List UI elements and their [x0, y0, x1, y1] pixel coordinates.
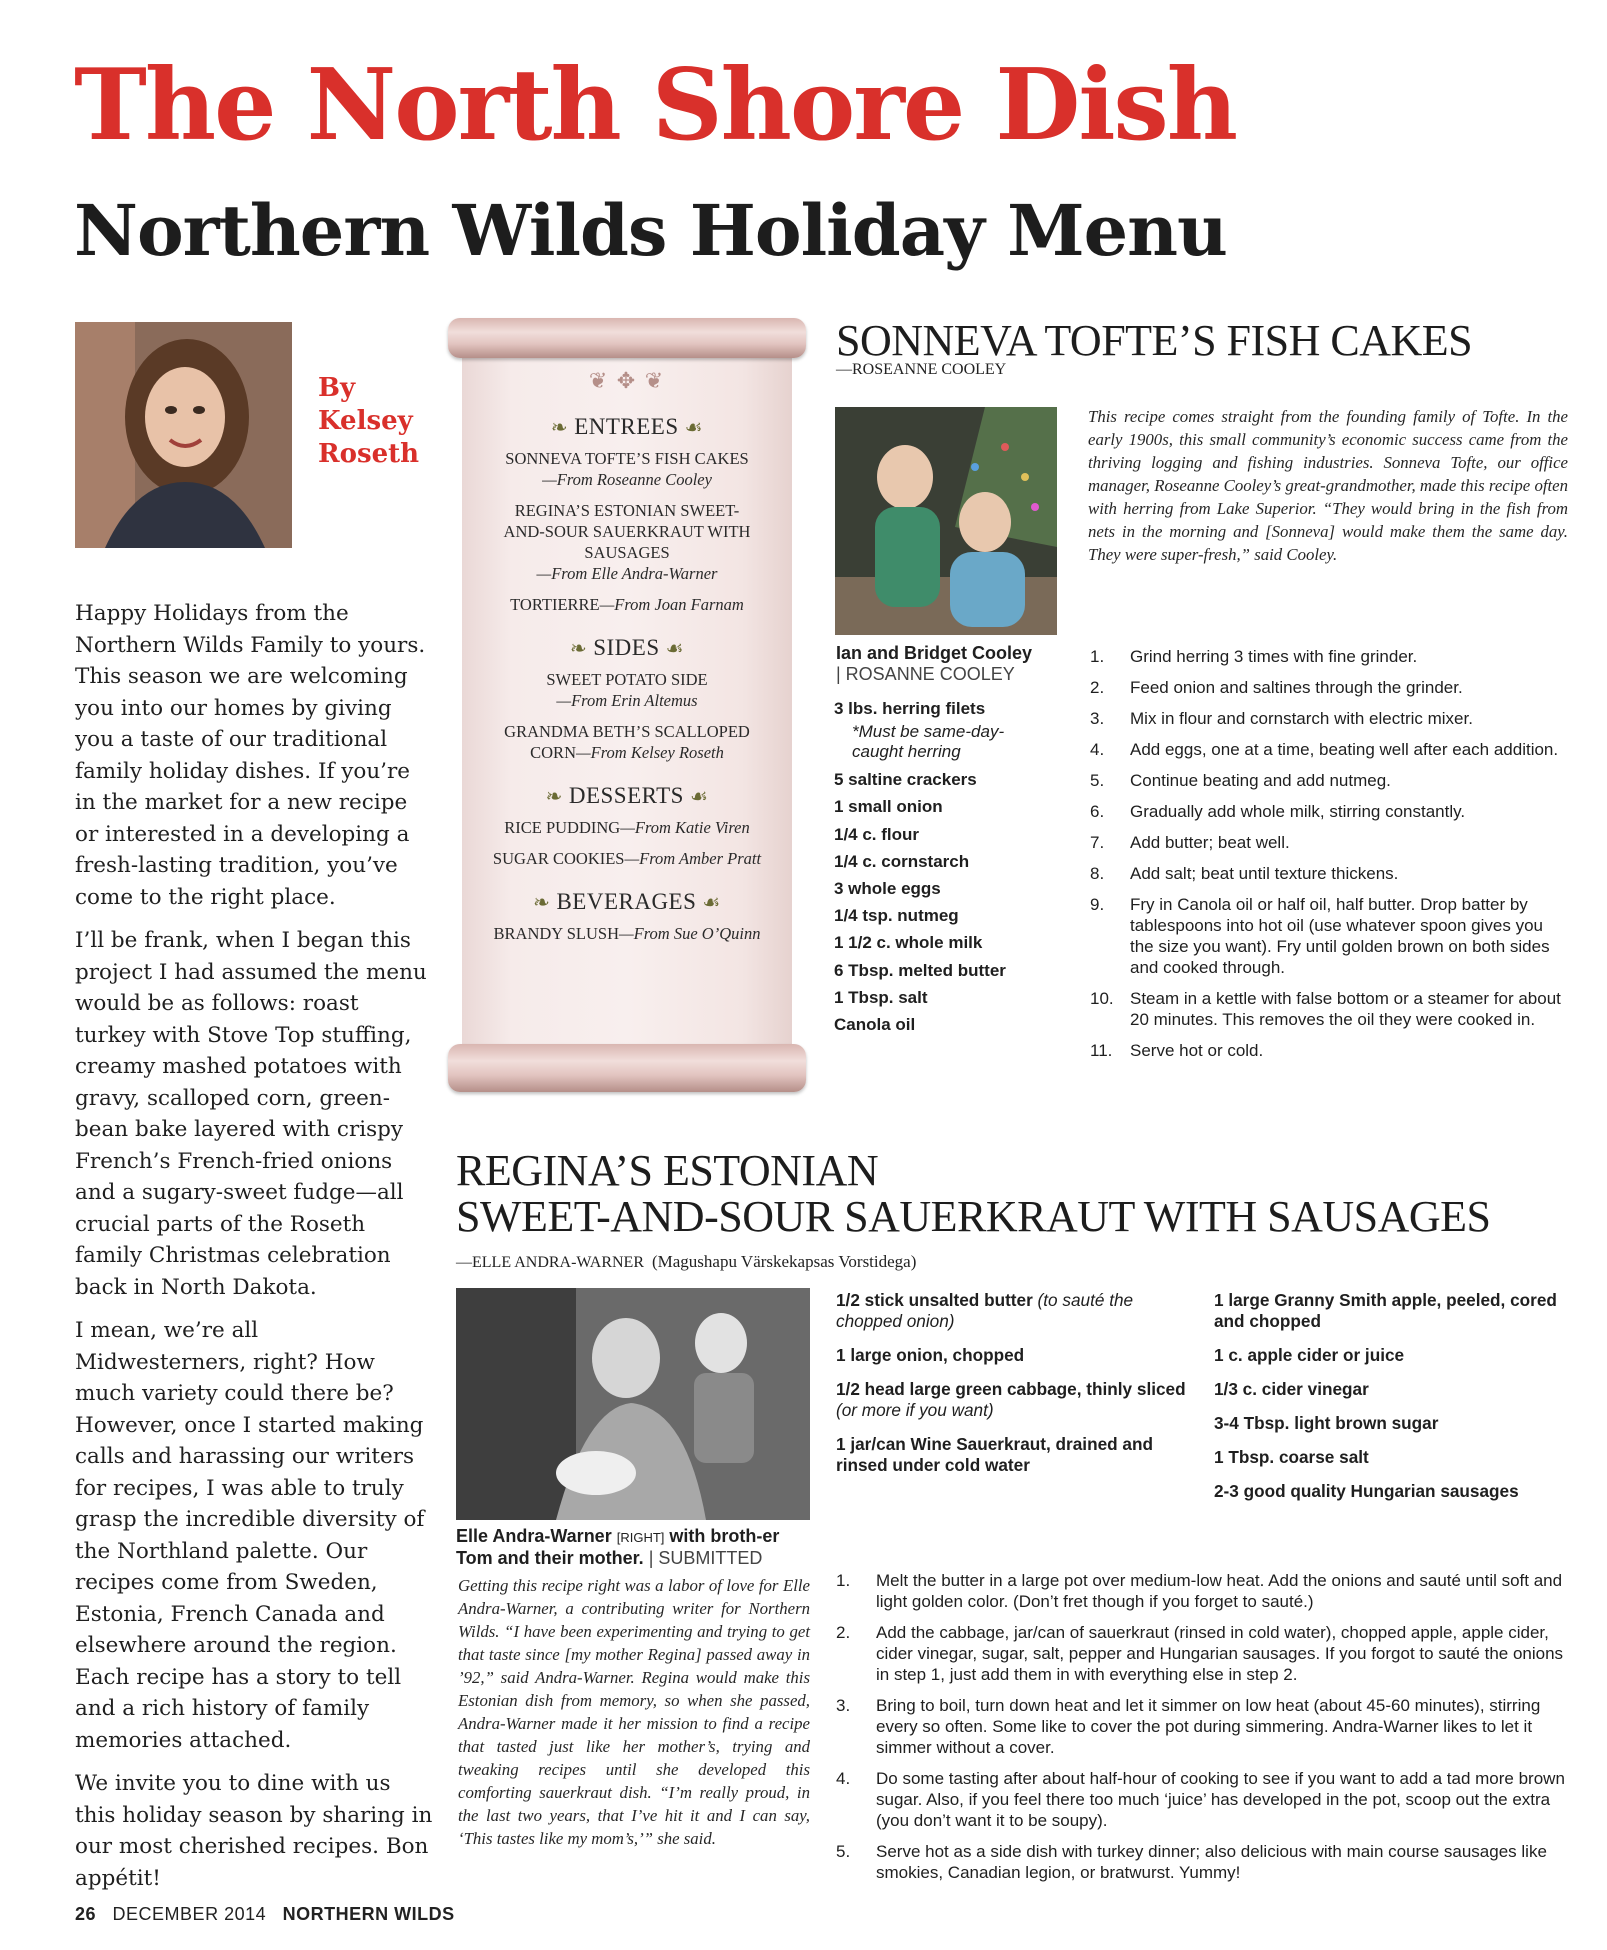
family-photo-caption — [456, 1526, 810, 1569]
step-text: Add butter; beat well. — [1130, 833, 1290, 852]
step-number: 3. — [1090, 709, 1105, 728]
ingredient: 1/4 tsp. nutmeg — [834, 906, 959, 926]
menu-item — [462, 500, 792, 584]
leaf-ornament-icon: ☙ — [689, 786, 709, 808]
step-text: Do some tasting after about half-hour of cooking to see if you want to add a tad more brown sugar. Also, if you feel there too much ‘juice’ has developed in the pot, scoop out the extra (you don’t want it to be soupy). — [876, 1769, 1565, 1830]
caption-names: Elle Andra-Warner — [456, 1526, 612, 1546]
step — [1090, 863, 1570, 884]
herring-note: *Must be same-day-caught herring — [852, 722, 1005, 762]
kraut-credit-name: —ELLE ANDRA-WARNER — [456, 1254, 644, 1271]
kraut-story: Getting this recipe right was a labor of love for Elle Andra-Warner, a contributing writer for Northern Wilds. “I have been experimenting and trying to get that taste since [my mother Regina] passed away in ’92,” said Andra-Warner. Regina would make this Estonian dish from memory, so when she passed, Andra-Warner made it her mission to find a recipe that tasted just like her mother’s, trying and tweaking recipes until she developed this comforting sauerkraut dish. “I’m really proud, in the last two years, that I’ve hit it and I can say, ‘This tastes like my mom’s,’” she said. — [458, 1576, 810, 1848]
page-number: 26 — [75, 1904, 97, 1924]
menu-item-name: GRANDMA BETH’S SCALLOPED CORN — [504, 722, 750, 762]
step — [1090, 708, 1570, 729]
kraut-ingredients-right — [1214, 1290, 1559, 1515]
menu-item-name: TORTIERRE — [510, 595, 600, 614]
byline-last-name: Roseth — [318, 439, 420, 469]
step-number: 4. — [1090, 740, 1105, 759]
ingredient-main: 1/2 stick unsalted butter — [836, 1290, 1033, 1310]
step-text: Add the cabbage, jar/can of sauerkraut (rinsed in cold water), chopped apple, apple cider, cider vinegar, sugar, salt, pepper and Hungarian sausages. If you forgot to sauté the onions in step 1, just add them in with everything else in step 2. — [876, 1623, 1564, 1684]
holiday-menu-scroll — [448, 318, 806, 1108]
step — [1090, 677, 1570, 698]
step-number: 4. — [836, 1769, 851, 1788]
menu-item — [462, 594, 792, 615]
kraut-title-line1: REGINA’S ESTONIAN — [456, 1146, 879, 1195]
step-text: Feed onion and saltines through the grinder. — [1130, 678, 1463, 697]
scroll-bottom-roll — [448, 1044, 806, 1092]
scroll-top-roll — [448, 318, 806, 358]
ingredient-main: 1 jar/can Wine Sauerkraut, drained and rinsed under cold water — [836, 1434, 1153, 1475]
step — [1090, 646, 1570, 667]
step — [1090, 1040, 1570, 1061]
menu-section-heading — [462, 889, 792, 915]
step — [1090, 988, 1570, 1030]
leaf-ornament-icon: ❧ — [545, 786, 563, 808]
ingredient — [836, 1345, 1196, 1366]
leaf-ornament-icon: ☙ — [665, 638, 685, 660]
kraut-credit — [456, 1252, 916, 1272]
ingredient: 5 saltine crackers — [834, 770, 977, 790]
step-number: 5. — [836, 1842, 851, 1861]
family-photo — [456, 1288, 810, 1520]
masthead-title: The North Shore Dish — [74, 48, 1236, 163]
kids-photo — [835, 407, 1057, 635]
ingredient: 1/3 c. cider vinegar — [1214, 1379, 1369, 1399]
menu-section-title: DESSERTS — [568, 783, 684, 808]
fish-recipe-title: SONNEVA TOFTE’S FISH CAKES — [836, 316, 1473, 365]
page-subtitle: Northern Wilds Holiday Menu — [74, 189, 1227, 272]
kraut-steps — [836, 1570, 1571, 1893]
ingredient — [836, 1379, 1196, 1421]
intro-paragraph: I mean, we’re all Midwesterners, right? How much variety could there be? However, once I started making calls and harassing our writers for recipes, I was able to truly grasp the incredible diversity of the Northland palette. Our recipes come from Sweden, Estonia, French Canada and elsewhere around the region. Each recipe has a story to tell and a rich history of family memories attached. — [75, 1318, 425, 1753]
menu-item — [462, 923, 792, 944]
ingredient-note: (or more if you want) — [836, 1400, 994, 1420]
step — [1090, 894, 1570, 978]
fish-recipe-credit: —ROSEANNE COOLEY — [836, 361, 1007, 378]
fish-steps — [1090, 646, 1570, 1071]
byline — [318, 372, 419, 471]
fish-ingredients — [834, 695, 1074, 1038]
step-text: Steam in a kettle with false bottom or a steamer for about 20 minutes. This removes the oil they were cooked in. — [1130, 989, 1561, 1029]
menu-item-from: —From Amber Pratt — [624, 849, 762, 868]
menu-item-name: RICE PUDDING — [504, 818, 621, 837]
menu-section-heading — [462, 414, 792, 440]
kraut-ingredients-left — [836, 1290, 1196, 1489]
byline-first-name: Kelsey — [318, 406, 413, 436]
menu-item — [462, 721, 792, 763]
step-text: Serve hot or cold. — [1130, 1041, 1264, 1060]
step-number: 1. — [836, 1571, 851, 1590]
step — [836, 1768, 1571, 1831]
menu-section-heading — [462, 635, 792, 661]
step-number: 2. — [1090, 678, 1105, 697]
step-number: 7. — [1090, 833, 1105, 852]
flourish-ornament: ❦ ✥ ❦ — [588, 368, 666, 393]
step-number: 8. — [1090, 864, 1105, 883]
ingredient: 1 1/2 c. whole milk — [834, 933, 983, 953]
ingredient — [836, 1290, 1196, 1332]
menu-item-from: —From Kelsey Roseth — [575, 743, 724, 762]
menu-content — [462, 360, 792, 954]
step — [1090, 801, 1570, 822]
step-number: 5. — [1090, 771, 1105, 790]
step — [836, 1570, 1571, 1612]
ingredient-main: 1/2 head large green cabbage, thinly sliced — [836, 1379, 1186, 1399]
magazine-name: NORTHERN WILDS — [282, 1904, 455, 1924]
menu-item-from: —From Sue O’Quinn — [618, 924, 761, 943]
step-text: Add salt; beat until texture thickens. — [1130, 864, 1399, 883]
kraut-title-line2: SWEET-AND-SOUR SAUERKRAUT WITH SAUSAGES — [456, 1192, 1491, 1241]
menu-item-name: SUGAR COOKIES — [492, 849, 625, 868]
caption-credit: | SUBMITTED — [648, 1548, 763, 1568]
author-photo — [75, 322, 292, 548]
step-number: 1. — [1090, 647, 1105, 666]
leaf-ornament-icon: ☙ — [702, 892, 721, 914]
menu-item-name: REGINA’S ESTONIAN SWEET-AND-SOUR SAUERKRAUT WITH SAUSAGES — [503, 501, 751, 562]
ingredient: 3-4 Tbsp. light brown sugar — [1214, 1413, 1439, 1433]
step — [836, 1695, 1571, 1758]
menu-item — [462, 669, 792, 711]
ingredient: 1 Tbsp. salt — [834, 987, 928, 1007]
menu-item — [462, 848, 792, 869]
kids-photo-caption — [836, 643, 1061, 685]
menu-item-from: —From Roseanne Cooley — [542, 470, 712, 489]
step-number: 10. — [1090, 989, 1114, 1008]
menu-item — [462, 817, 792, 838]
menu-item-from: —From Joan Farnam — [599, 595, 744, 614]
page-footer — [75, 1904, 455, 1925]
menu-section-heading — [462, 783, 792, 809]
step-text: Mix in flour and cornstarch with electric mixer. — [1130, 709, 1473, 728]
ingredient: Canola oil — [834, 1015, 916, 1035]
step — [836, 1841, 1571, 1883]
ingredient: 2-3 good quality Hungarian sausages — [1214, 1481, 1519, 1501]
fish-story: This recipe comes straight from the founding family of Tofte. In the early 1900s, this small community’s economic success came from the thriving logging and fishing industries. Sonneva Tofte, our office manager, Roseanne Cooley’s great-grandmother, made this recipe often with herring from Lake Superior. “They would bring in the fish from nets in the morning and [Sonneva] would make them the same day. They were super-fresh,” said Cooley. — [1088, 407, 1568, 564]
menu-item-from: —From Elle Andra-Warner — [536, 564, 718, 583]
menu-item-from: —From Erin Altemus — [556, 691, 698, 710]
step-text: Melt the butter in a large pot over medium-low heat. Add the onions and sauté until soft and light golden color. (Don’t fret though if you forget to sauté.) — [876, 1571, 1563, 1611]
kraut-credit-subtitle: (Magushapu Värskekapsas Vorstidega) — [651, 1252, 917, 1271]
ingredient: 3 lbs. herring filets — [834, 699, 986, 718]
caption-rest: with broth-er Tom and their mother. — [456, 1526, 780, 1568]
step-number: 2. — [836, 1623, 851, 1642]
menu-section-title: BEVERAGES — [556, 889, 697, 914]
step-text: Fry in Canola oil or half oil, half butter. Drop batter by tablespoons into hot oil (use whatever spoon gives you the size you want). Fry until golden brown on both sides and cooked through. — [1130, 895, 1550, 977]
ingredient: 1/4 c. flour — [834, 824, 920, 844]
step-number: 11. — [1090, 1041, 1113, 1060]
ingredient: 6 Tbsp. melted butter — [834, 960, 1006, 980]
intro-paragraph: Happy Holidays from the Northern Wilds Family to yours. This season we are welcoming you into our homes by giving you a taste of our traditional family holiday dishes. If you’re in the market for a new recipe or interested in a developing a fresh-lasting tradition, you’ve come to the right place. — [75, 601, 426, 910]
step — [1090, 832, 1570, 853]
menu-item-name: SWEET POTATO SIDE — [546, 670, 708, 689]
step — [1090, 770, 1570, 791]
intro-column — [75, 598, 435, 1906]
ingredient: 1 large Granny Smith apple, peeled, cored and chopped — [1214, 1290, 1557, 1331]
ingredient: 1 Tbsp. coarse salt — [1214, 1447, 1369, 1467]
leaf-ornament-icon: ❧ — [550, 417, 569, 439]
step-text: Grind herring 3 times with fine grinder. — [1130, 647, 1418, 666]
leaf-ornament-icon: ❧ — [569, 638, 588, 660]
step-number: 9. — [1090, 895, 1105, 914]
issue-date: DECEMBER 2014 — [112, 1904, 267, 1924]
ingredient-note: (to sauté the chopped onion) — [836, 1290, 1134, 1331]
ingredient — [836, 1434, 1196, 1476]
byline-by: By — [318, 373, 356, 403]
step-number: 6. — [1090, 802, 1105, 821]
intro-paragraph: I’ll be frank, when I began this project I had assumed the menu would be as follows: roast turkey with Stove Top stuffing, creamy mashed potatoes with gravy, scalloped corn, green-bean bake layered with crispy French’s French-fried onions and a sugary-sweet fudge—all crucial parts of the Roseth family Christmas celebration back in North Dakota. — [75, 928, 427, 1300]
ingredient: 1/4 c. cornstarch — [834, 851, 970, 871]
menu-section-title: SIDES — [593, 635, 660, 660]
step — [1090, 739, 1570, 760]
step-text: Bring to boil, turn down heat and let it simmer on low heat (about 45-60 minutes), stirring every so often. Some like to cover the pot during simmering. Andra-Warner likes to let it simmer without a cover. — [876, 1696, 1541, 1757]
step-text: Add eggs, one at a time, beating well after each addition. — [1130, 740, 1559, 759]
menu-item-name: BRANDY SLUSH — [493, 924, 619, 943]
intro-paragraph: We invite you to dine with us this holiday season by sharing in our most cherished recipes. Bon appétit! — [75, 1771, 433, 1891]
leaf-ornament-icon: ❧ — [533, 892, 551, 914]
menu-item-from: —From Katie Viren — [620, 818, 750, 837]
step — [836, 1622, 1571, 1685]
step-text: Serve hot as a side dish with turkey dinner; also delicious with main course sausages like smokies, Canadian legion, or bratwurst. Yummy! — [876, 1842, 1547, 1882]
leaf-ornament-icon: ☙ — [684, 417, 704, 439]
step-number: 3. — [836, 1696, 851, 1715]
menu-section-title: ENTREES — [574, 414, 679, 439]
ingredient: 1 small onion — [834, 797, 943, 817]
step-text: Gradually add whole milk, stirring constantly. — [1130, 802, 1466, 821]
caption-bracket: [RIGHT] — [616, 1530, 665, 1545]
caption-credit: | ROSANNE COOLEY — [836, 664, 1015, 684]
ingredient-main: 1 large onion, chopped — [836, 1345, 1025, 1365]
caption-names: Ian and Bridget Cooley — [836, 643, 1033, 663]
ingredient: 1 c. apple cider or juice — [1214, 1345, 1405, 1365]
menu-item-name: SONNEVA TOFTE’S FISH CAKES — [505, 449, 749, 468]
step-text: Continue beating and add nutmeg. — [1130, 771, 1391, 790]
menu-item — [462, 448, 792, 490]
ingredient: 3 whole eggs — [834, 879, 941, 899]
